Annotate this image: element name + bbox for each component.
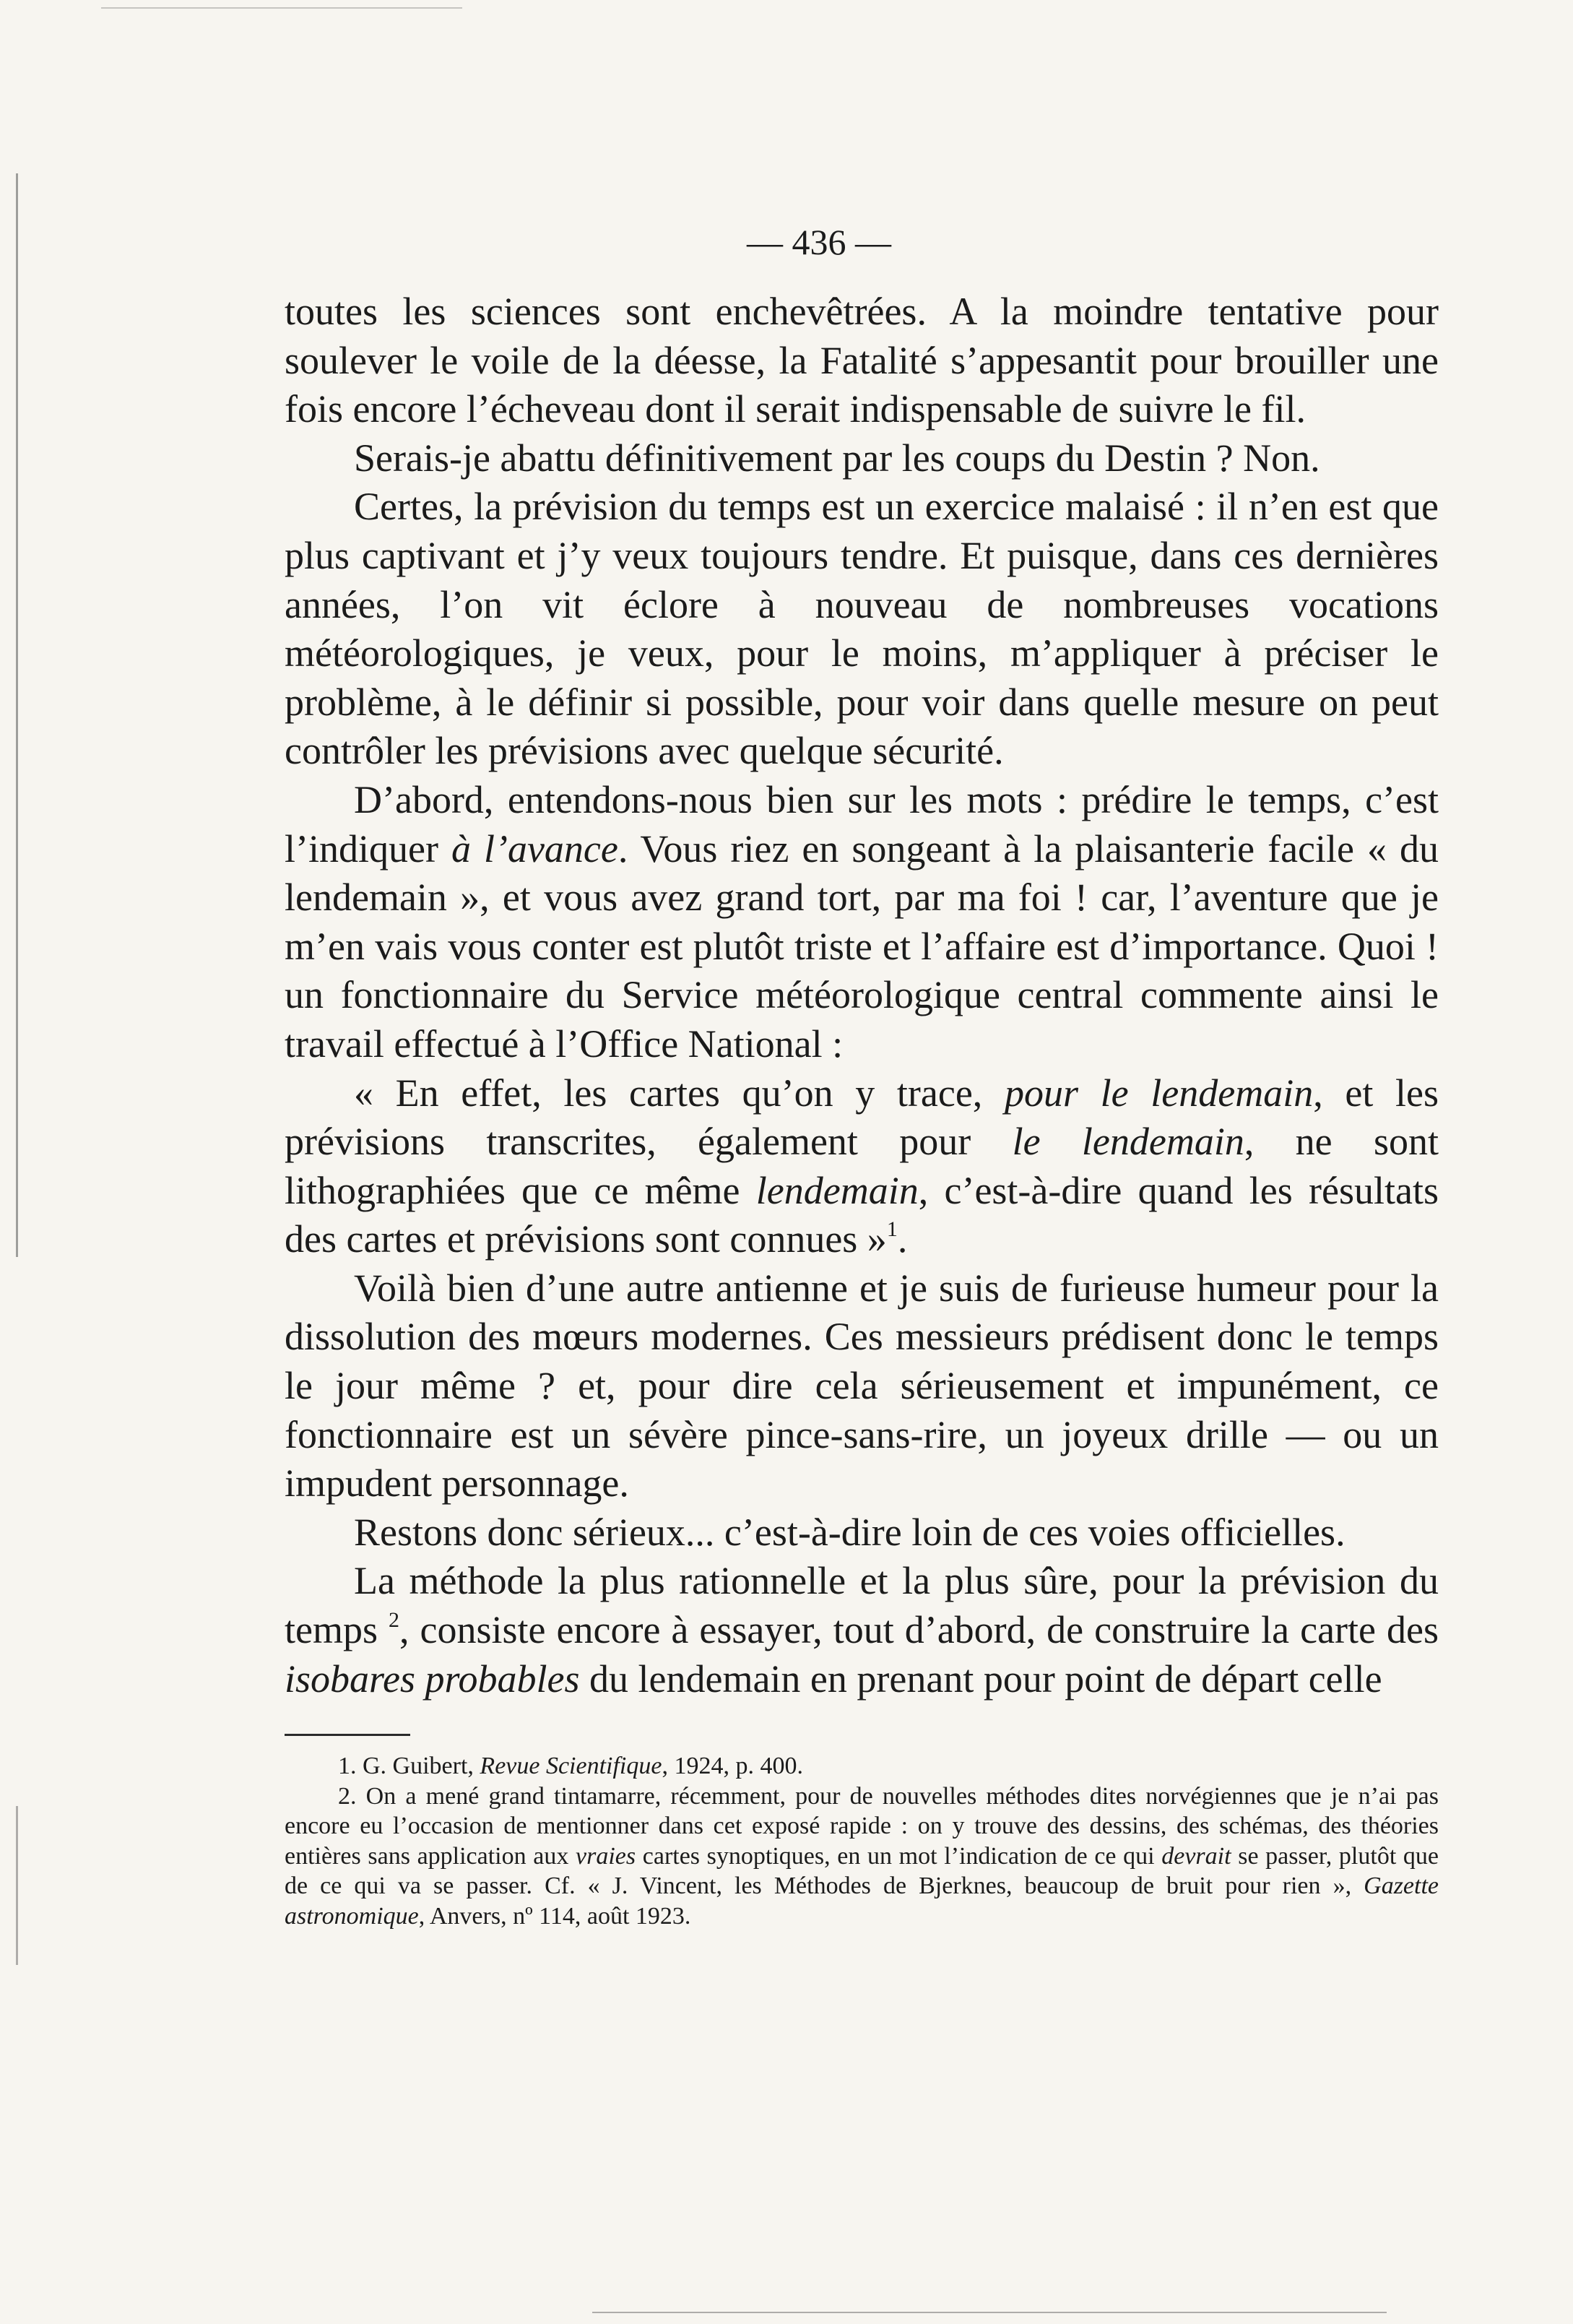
quote-text-c: , ne sont lithographiées que ce même — [285, 1120, 1439, 1212]
paragraph-5-quote — [285, 1069, 1439, 1264]
scan-top-line — [101, 7, 462, 9]
footnote-2-emphasis-3: Gazette astronomique — [285, 1872, 1439, 1930]
quote-emphasis-1: pour le lendemain — [1004, 1071, 1314, 1115]
scan-margin-line — [16, 173, 18, 1257]
paragraph-8-text-a: La méthode la plus rationnelle et la plus sûre, pour la prévision du temps — [285, 1559, 1439, 1652]
paragraph-8-emphasis: isobares probables — [285, 1656, 580, 1701]
paragraph-4 — [285, 776, 1439, 1069]
footnote-2-emphasis-1: vraies — [576, 1842, 636, 1870]
paragraph-6: Voilà bien d’une autre antienne et je suis de furieuse humeur pour la dissolution des mœurs modernes. Ces messieurs prédisent donc le temps le jour même ? et, pour dire cela sérieusement et impunément, ce fonctionnaire est un sévère pince-sans-rire, un joyeux drille — ou un impudent personnage. — [285, 1266, 1439, 1506]
footnote-2-text-a: 2. On a mené grand tintamarre, récemment, pour de nouvelles méthodes dites norvégiennes que je n’ai pas encore eu l’occasion de mentionner dans cet exposé rapide : on y trouve des dessins, des schémas, des théories entières sans application aux — [285, 1782, 1439, 1870]
footnote-1-text-a: 1. G. Guibert, — [338, 1753, 480, 1779]
quote-text-d: , c’est-à-dire quand les résultats des cartes et prévisions sont connues » — [285, 1168, 1439, 1261]
paragraph-8-text-c: du lendemain en prenant pour point de départ celle — [579, 1656, 1382, 1701]
paragraph-2: Serais-je abattu définitivement par les coups du Destin ? Non. — [354, 436, 1320, 480]
footnote-ref-1: 1 — [886, 1217, 898, 1242]
paragraph-4-text-b: . Vous riez en songeant à la plaisanterie facile « du lendemain », et vous avez grand tort, par ma foi ! car, l’aventure que je m’en vais vous conter est plutôt triste et l’affaire est d’importance. Quoi ! un fonctionnaire du Service météorologique central commente ainsi le travail effectué à l’Office National : — [285, 826, 1439, 1066]
quote-emphasis-2: le lendemain — [1012, 1120, 1244, 1164]
body-text — [285, 288, 1439, 1703]
footnote-2 — [285, 1781, 1439, 1932]
footnote-2-emphasis-2: devrait — [1161, 1842, 1231, 1870]
page-number: — 436 — — [747, 222, 891, 262]
quote-text-a: « En effet, les cartes qu’on y trace, — [354, 1071, 1005, 1115]
paragraph-8 — [285, 1557, 1439, 1703]
quote-emphasis-3: lendemain — [755, 1168, 919, 1212]
footnote-2-text-d: , Anvers, nº 114, août 1923. — [418, 1902, 691, 1930]
scan-bottom-line — [592, 2312, 1387, 2313]
footnote-1-emphasis: Revue Scientifique — [480, 1753, 662, 1779]
footnote-2-text-b: cartes synoptiques, en un mot l’indication de ce qui — [636, 1842, 1162, 1870]
paragraph-3: Certes, la prévision du temps est un exercice malaisé : il n’en est que plus captivant et j’y veux toujours tendre. Et puisque, dans ces dernières années, l’on vit éclore à nouveau de nombreuses vocations météorologiques, je veux, pour le moins, m’appliquer à préciser le problème, à le définir si possible, pour voir dans quelle mesure on peut contrôler les prévisions avec quelque sécurité. — [285, 485, 1439, 773]
footnotes — [285, 1751, 1439, 1931]
footnote-ref-2: 2 — [389, 1608, 400, 1633]
footnote-2-text-c: se passer, plutôt que de ce qui va se passer. Cf. « J. Vincent, les Méthodes de Bjerknes, beaucoup de bruit pour rien », — [285, 1842, 1439, 1899]
footnote-1 — [285, 1751, 1439, 1781]
scan-margin-line-lower — [16, 1806, 18, 1965]
paragraph-4-text-a: D’abord, entendons-nous bien sur les mots : prédire le temps, c’est l’indiquer — [285, 777, 1439, 871]
footnote-1-text-b: , 1924, p. 400. — [662, 1753, 803, 1779]
paragraph-1: toutes les sciences sont enchevêtrées. A la moindre tentative pour soulever le voile de la déesse, la Fatalité s’appesantit pour brouiller une fois encore l’écheveau dont il serait indispensable de suivre le fil. — [285, 290, 1439, 431]
quote-text-e: . — [897, 1217, 908, 1261]
paragraph-4-emphasis: à l’avance — [451, 826, 618, 871]
paragraph-8-text-b: , consiste encore à essayer, tout d’abord, de construire la carte des — [399, 1608, 1439, 1652]
footnote-divider — [285, 1734, 410, 1736]
paragraph-7: Restons donc sérieux... c’est-à-dire loin de ces voies officielles. — [354, 1510, 1346, 1554]
quote-text-b: , et les prévisions transcrites, également pour — [285, 1071, 1439, 1164]
